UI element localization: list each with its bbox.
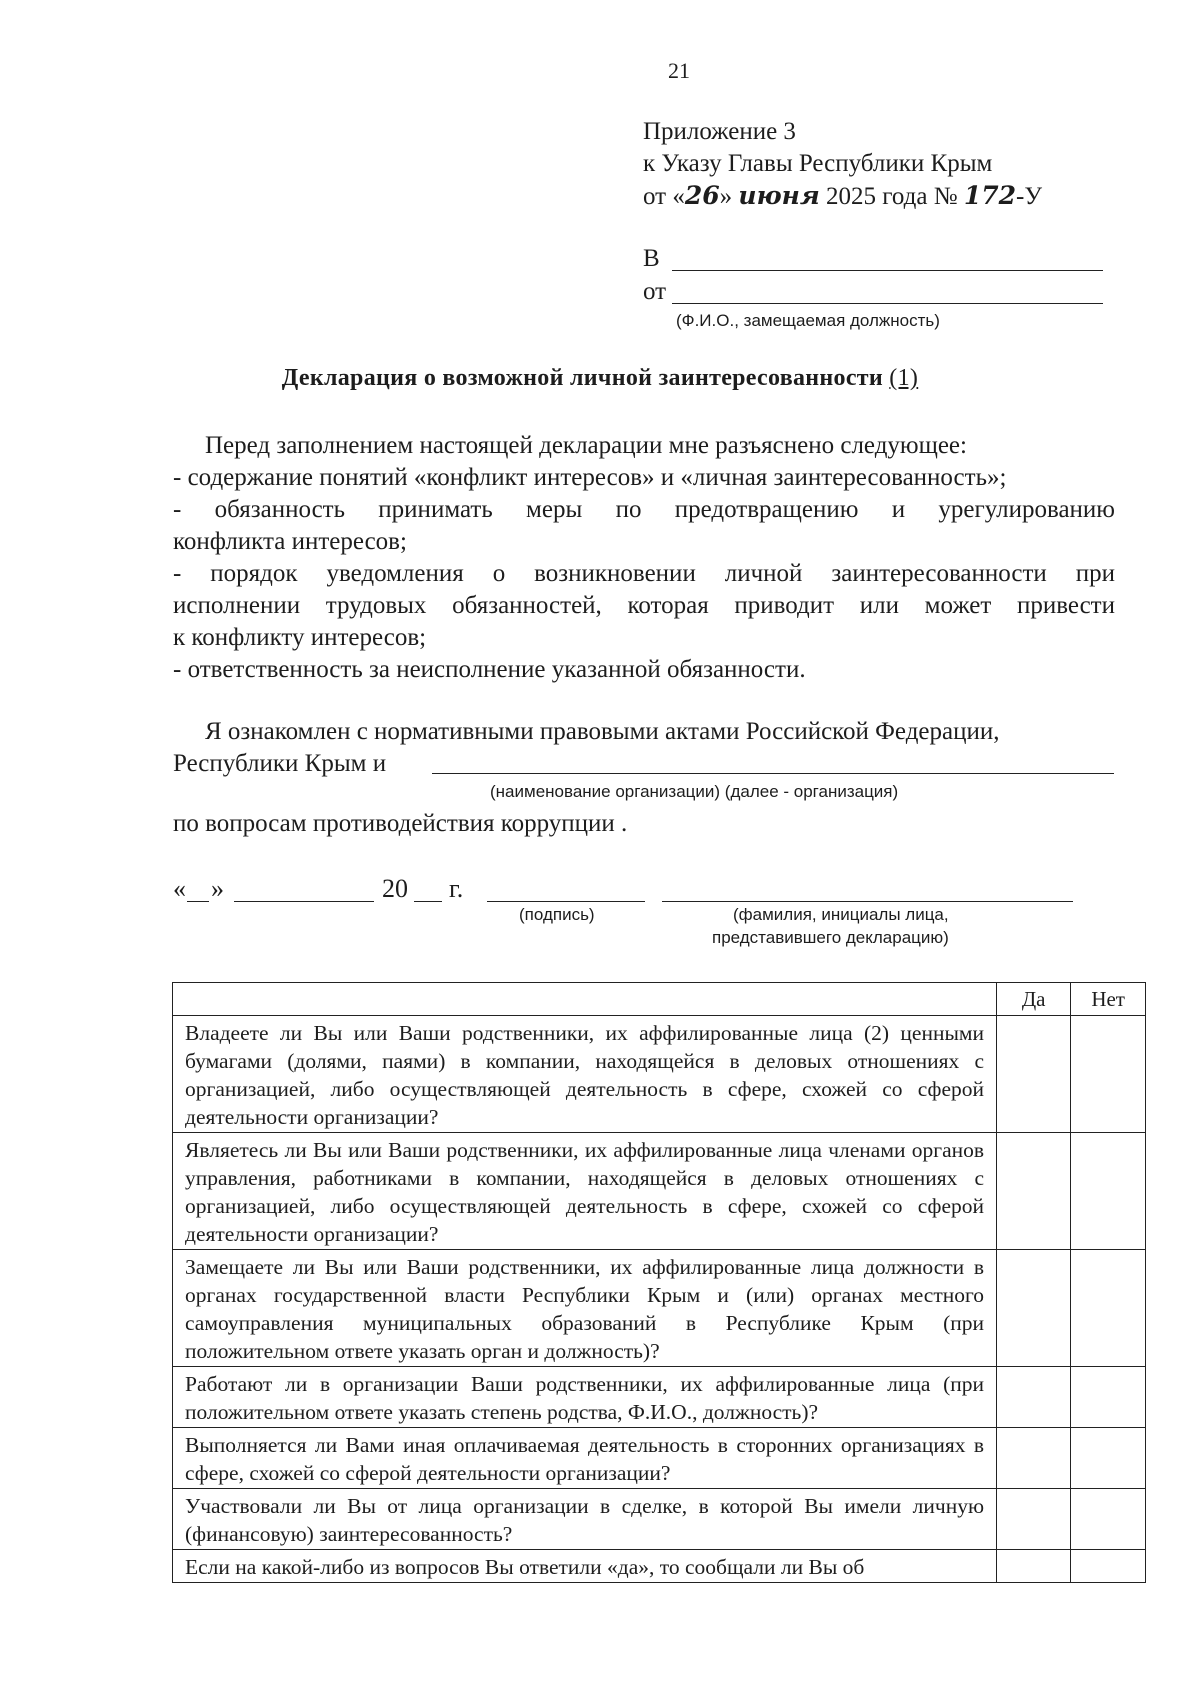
intro-item: - ответственность за неисполнение указанной обязанности. [173,656,806,683]
organization-caption: (наименование организации) (далее - организация) [490,782,899,801]
from-label: от [643,278,667,305]
answer-no-cell[interactable] [1071,1367,1146,1428]
annex-decree: к Указу Главы Республики Крым [643,150,993,177]
question-cell: Замещаете ли Вы или Ваши родственники, их аффилированные лица должности в органах государственной власти Республики Крым и (или) органах местного самоуправления муниципальных образований в Республике Крым (при положительном ответе указать орган и должность)? [173,1250,997,1367]
handwritten-month: июня [738,181,820,210]
question-cell: Владеете ли Вы или Ваши родственники, их аффилированные лица (2) ценными бумагами (долями, паями) в компании, находящейся в деловых отношениях с организацией, либо осуществляющей деятельность в сфере, схожей со сферой деятельности организации? [173,1016,997,1133]
close-quote: » [211,874,224,903]
header-question [173,983,997,1016]
acquainted-line2: Республики Крым и [173,750,387,777]
intro-item: - обязанность принимать меры по предотвращению и урегулированию [173,496,1115,523]
signature-caption: (подпись) [519,905,595,924]
signature-line[interactable] [487,901,645,902]
answer-yes-cell[interactable] [997,1250,1071,1367]
intro-block [173,430,1115,686]
answer-no-cell[interactable] [1071,1489,1146,1550]
declaration-table [172,982,1146,1583]
answer-yes-cell[interactable] [997,1489,1071,1550]
acquainted-line1: Я ознакомлен с нормативными правовыми актами Российской Федерации, [205,718,1000,745]
question-cell: Работают ли в организации Ваши родственники, их аффилированные лица (при положительном ответе указать степень родства, Ф.И.О., должность)? [173,1367,997,1428]
answer-yes-cell[interactable] [997,1428,1071,1489]
intro-lead: Перед заполнением настоящей декларации мне разъяснено следующее: [205,432,967,459]
handwritten-day: 26 [684,181,720,210]
table-row [173,1250,1146,1367]
intro-item: - содержание понятий «конфликт интересов» и «личная заинтересованность»; [173,464,1007,491]
answer-yes-cell[interactable] [997,1367,1071,1428]
intro-item: к конфликту интересов; [173,624,427,651]
handwritten-number: 172 [963,181,1017,210]
open-quote: « [173,874,186,903]
answer-no-cell[interactable] [1071,1250,1146,1367]
intro-item: исполнении трудовых обязанностей, которая приводит или может привести [173,592,1115,619]
name-caption-2: представившего декларацию) [712,928,949,947]
annex-date: от «26» июня 2025 года № 172-У [643,181,1043,210]
month-line[interactable] [234,901,374,902]
annex-header [643,116,1042,213]
header-yes: Да [997,983,1071,1016]
table-row [173,1367,1146,1428]
table-row [173,1550,1146,1583]
intro-item: конфликта интересов; [173,528,407,555]
answer-no-cell[interactable] [1071,1550,1146,1583]
from-caption: (Ф.И.О., замещаемая должность) [676,311,940,330]
header-no: Нет [1071,983,1146,1016]
annex-title: Приложение 3 [643,118,796,145]
from-line[interactable] [672,303,1103,304]
declaration-title: Декларация о возможной личной заинтересованности (1) [281,365,919,391]
answer-yes-cell[interactable] [997,1016,1071,1133]
answer-no-cell[interactable] [1071,1016,1146,1133]
to-line[interactable] [672,270,1103,271]
name-caption-1: (фамилия, инициалы лица, [733,905,949,924]
to-field [643,245,660,273]
question-cell: Если на какой-либо из вопросов Вы ответили «да», то сообщали ли Вы об [173,1550,997,1583]
name-line[interactable] [662,901,1073,902]
answer-yes-cell[interactable] [997,1550,1071,1583]
organization-line[interactable] [432,773,1114,774]
table-header-row [173,983,1146,1016]
page-number: 21 [668,58,690,83]
table-row [173,1016,1146,1133]
answer-no-cell[interactable] [1071,1428,1146,1489]
answer-no-cell[interactable] [1071,1133,1146,1250]
answer-yes-cell[interactable] [997,1133,1071,1250]
from-field [643,278,666,306]
day-line[interactable] [187,901,209,902]
year-prefix: 20 [382,874,408,903]
year-suffix: г. [449,874,464,903]
question-cell: Являетесь ли Вы или Ваши родственники, их аффилированные лица членами органов управления, работниками в компании, находящейся в деловых отношениях с организацией, либо осуществляющей деятельность в сфере, схожей со сферой деятельности организации? [173,1133,997,1250]
table-row [173,1133,1146,1250]
table-row [173,1489,1146,1550]
to-label: В [643,245,660,272]
intro-item: - порядок уведомления о возникновении личной заинтересованности при [173,560,1115,587]
question-cell: Участвовали ли Вы от лица организации в сделке, в которой Вы имели личную (финансовую) заинтересованность? [173,1489,997,1550]
question-cell: Выполняется ли Вами иная оплачиваемая деятельность в сторонних организациях в сфере, схожей со сферой деятельности организации? [173,1428,997,1489]
year-line[interactable] [414,901,442,902]
footnote-ref: (1) [889,365,919,391]
acquainted-line3: по вопросам противодействия коррупции . [173,810,628,837]
table-row [173,1428,1146,1489]
